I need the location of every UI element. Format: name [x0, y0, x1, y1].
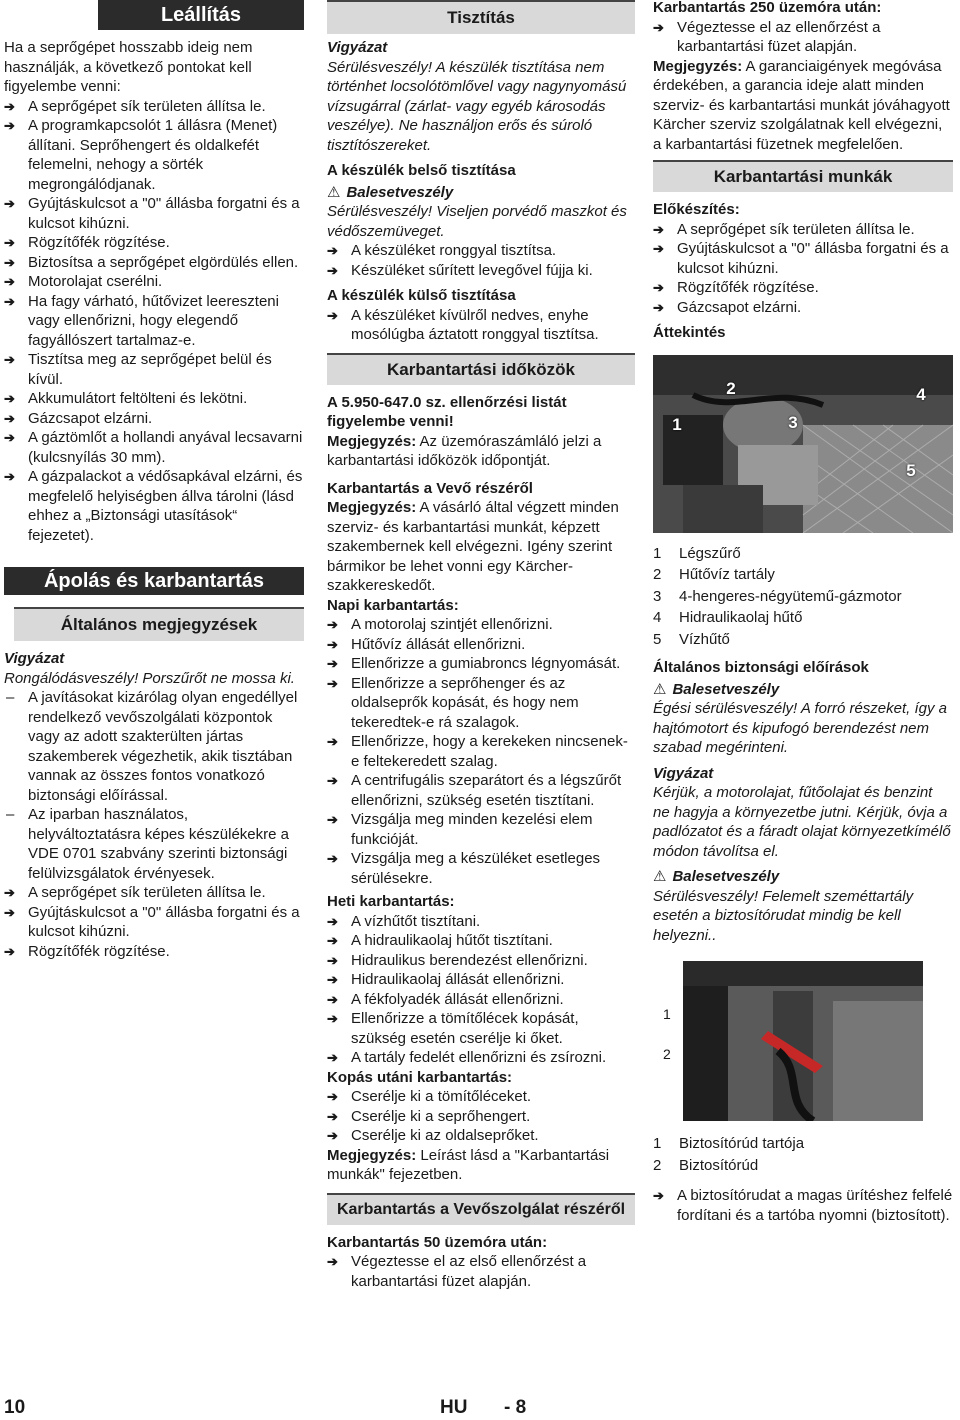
step-item-text: Akkumulátort feltölteni és lekötni.	[28, 390, 248, 407]
step-item-text: Gázcsapot elzárni.	[677, 298, 802, 316]
step-item	[4, 350, 304, 389]
step-item	[327, 674, 635, 733]
language-code: HU	[440, 1397, 468, 1418]
arrow-icon: ➔	[4, 98, 15, 114]
wear-steps	[327, 1087, 635, 1146]
step-item	[4, 883, 304, 903]
legend-item	[653, 607, 953, 629]
step-item	[327, 306, 635, 345]
column-middle	[327, 0, 635, 1291]
step-item-text: Hűtővíz állását ellenőrizni.	[351, 635, 526, 653]
section-title-maintenance-work: Karbantartási munkák	[653, 160, 953, 192]
arrow-icon: ➔	[4, 391, 15, 406]
arrow-icon: ➔	[653, 221, 664, 237]
arrow-icon: ➔	[327, 851, 338, 866]
step-item	[327, 931, 635, 951]
arrow-icon: ➔	[4, 943, 15, 959]
step-item-text: Vizsgálja meg minden kezelési elem funkcióját.	[351, 811, 593, 848]
callout-1: 1	[672, 414, 682, 434]
safety-rod-illustration	[683, 961, 923, 1121]
step-item-text: A seprőgépet sík területen állítsa le.	[28, 97, 266, 115]
legend-text: Hidraulikaolaj hűtő	[679, 609, 803, 626]
warning-icon: ⚠	[653, 680, 667, 698]
legend-number: 1	[653, 1135, 662, 1152]
step-item-text: A vízhűtőt tisztítani.	[351, 912, 481, 930]
note-item-text: A javításokat kizárólag olyan engedéllyel rendelkező vevőszolgálati központok vagy az adott szakterülten jártas szakemberek végezhetik, akik tisztában vannak az összes fontos vonatkozó biztonsági előírással.	[28, 689, 298, 804]
note-item	[4, 805, 304, 883]
callout-3: 3	[788, 412, 798, 432]
step-item-text: Gázcsapot elzárni.	[28, 409, 153, 427]
step-item	[4, 233, 304, 253]
arrow-icon: ➔	[327, 1050, 338, 1065]
danger-text-2: Sérülésveszély! Felemelt szeméttartály esetén a biztosítórudat mindig be kell helyezni..	[653, 887, 914, 944]
inner-cleaning-title: A készülék belső tisztítása	[327, 162, 516, 179]
safety-rod-steps	[653, 1186, 953, 1225]
danger-label-2: ⚠ Balesetveszély	[653, 868, 780, 885]
step-item-text: Hidraulikaolaj állását ellenőrizni.	[351, 971, 565, 988]
note-warranty: Megjegyzés: A garanciaigények megóvása érdekében, a garancia ideje alatt minden szerviz- és karbantartási munkát jóváhagyott Kärcher szerviz szolgálatnak kell elvégezni, a karbantartási füzetnek megfelelően.	[653, 57, 950, 153]
step-item	[327, 1009, 635, 1048]
care-steps	[4, 883, 304, 961]
step-item-text: Készüléket sűrített levegővel fújja ki.	[351, 261, 593, 279]
step-item-text: A készüléket ronggyal tisztítsa.	[351, 242, 557, 259]
step-item	[327, 1107, 635, 1127]
step-item	[327, 635, 635, 655]
arrow-icon: ➔	[4, 254, 15, 270]
engine-legend	[653, 543, 953, 651]
arrow-icon: ➔	[327, 307, 338, 323]
danger-label: ⚠ Balesetveszély	[327, 183, 454, 201]
legend-item	[653, 1155, 953, 1177]
step-item	[653, 18, 953, 57]
step-item-text: A készüléket kívülről nedves, enyhe mosólúgba áztatott ronggyal tisztítsa.	[351, 306, 599, 343]
rod-callout-1: 1	[663, 1006, 671, 1022]
caution-text: Rongálódásveszély! Porszűrőt ne mossa ki.	[4, 669, 295, 687]
arrow-icon: ➔	[4, 235, 15, 250]
step-item	[653, 278, 953, 298]
arrow-icon: ➔	[327, 1128, 338, 1143]
legend-text: Biztosítórúd tartója	[679, 1135, 805, 1152]
arrow-icon: ➔	[327, 734, 338, 749]
arrow-icon: ➔	[4, 293, 15, 309]
step-item-text: Cserélje ki az oldalseprőket.	[351, 1127, 539, 1144]
note-customer: Megjegyzés: A vásárló által végzett minden szerviz- és karbantartási munkát, képzett szakembernek kell elvégezni. Igény szerint bármikor be lehet vonni egy Kärcher-szakkereskedőt.	[327, 499, 619, 594]
arrow-icon: ➔	[327, 933, 338, 948]
arrow-icon: ➔	[653, 241, 664, 256]
arrow-icon: ➔	[327, 262, 338, 278]
step-item-text: Cserélje ki a tömítőléceket.	[351, 1088, 532, 1105]
section-title-intervals: Karbantartási időközök	[327, 353, 635, 385]
safety-rod-legend	[653, 1133, 953, 1176]
step-item	[327, 990, 635, 1010]
arrow-icon: ➔	[4, 430, 15, 445]
step-item	[327, 1048, 635, 1068]
inner-cleaning-steps	[327, 241, 635, 280]
note-item-text: Az iparban használatos, helyváltoztatásra képes készülékekre a VDE 0701 szabvány szerinti biztonsági felülvizsgálatok érvényesek.	[28, 806, 289, 882]
arrow-icon: ➔	[327, 1108, 338, 1124]
page-number-right: - 8	[504, 1397, 527, 1418]
note-description: Megjegyzés: Leírást lásd a "Karbantartási munkák" fejezetben.	[327, 1146, 610, 1183]
step-item-text: A seprőgépet sík területen állítsa le.	[677, 220, 915, 238]
safety-rod-photo	[683, 961, 923, 1121]
step-item-text: Hidraulikus berendezést ellenőrizni.	[351, 951, 588, 969]
intro-text: Ha a seprőgépet hosszabb ideig nem használják, a következő pontokat kell figyelembe venni:	[4, 39, 253, 95]
warning-icon: ⚠	[653, 868, 667, 885]
step-item-text: Cserélje ki a seprőhengert.	[351, 1107, 531, 1125]
caution-label: Vigyázat	[653, 764, 714, 782]
step-item	[327, 771, 635, 810]
arrow-icon: ➔	[653, 280, 664, 295]
step-item	[327, 810, 635, 849]
arrow-icon: ➔	[327, 243, 338, 258]
step-item	[4, 116, 304, 194]
legend-item	[653, 586, 953, 608]
caution-text: Kérjük, a motorolajat, fűtőolajat és benzint ne hagyja a környezetbe jutni. Kérjük, óvja a padlózatot és a fáradt olajat környezetkímélő módon távolítsa el.	[653, 784, 951, 860]
arrow-icon: ➔	[4, 196, 15, 211]
h50-steps	[327, 1252, 635, 1291]
step-item-text: Rögzítőfék rögzítése.	[28, 234, 170, 251]
danger-label: ⚠ Balesetveszély	[653, 680, 780, 698]
step-item-text: Gyújtáskulcsot a "0" állásba forgatni és a kulcsot kihúzni.	[28, 195, 300, 232]
step-item	[4, 97, 304, 117]
legend-number: 2	[653, 566, 662, 583]
step-item	[653, 239, 953, 278]
legend-number: 4	[653, 609, 662, 626]
arrow-icon: ➔	[653, 19, 664, 35]
wear-title: Kopás utáni karbantartás:	[327, 1068, 513, 1086]
legend-number: 1	[653, 544, 662, 562]
arrow-icon: ➔	[327, 1254, 338, 1269]
legend-number: 3	[653, 587, 662, 605]
arrow-icon: ➔	[327, 913, 338, 929]
daily-steps	[327, 615, 635, 888]
step-item-text: A gáztömlőt a hollandi anyával lecsavarni (kulcsnyílás 30 mm).	[28, 429, 303, 466]
callout-5: 5	[906, 460, 916, 480]
step-item	[327, 970, 635, 990]
step-item-text: Motorolajat cserélni.	[28, 273, 163, 290]
step-item	[327, 951, 635, 971]
step-item	[4, 253, 304, 273]
arrow-icon: ➔	[4, 885, 15, 900]
step-item	[327, 849, 635, 888]
legend-text: Légszűrő	[679, 544, 741, 562]
step-item	[327, 261, 635, 281]
step-item-text: A motorolaj szintjét ellenőrizni.	[351, 616, 553, 633]
danger-text: Égési sérülésveszély! A forró részeket, így a hajtómotort és kipufogó berendezést nem szabad megérinteni.	[653, 700, 948, 756]
arrow-icon: ➔	[327, 812, 338, 827]
arrow-icon: ➔	[4, 352, 15, 367]
step-item	[327, 1087, 635, 1107]
step-item-text: Biztosítsa a seprőgépet elgördülés ellen.	[28, 253, 299, 271]
step-item-text: Ellenőrizze a seprőhenger és az oldalseprők kopását, és hogy nem tekeredtek-e rá szalagok.	[351, 674, 579, 731]
prep-title: Előkészítés:	[653, 201, 740, 218]
h250-title: Karbantartás 250 üzemóra után:	[653, 0, 882, 16]
step-item-text: A seprőgépet sík területen állítsa le.	[28, 884, 266, 901]
engine-photo	[653, 355, 953, 533]
note-item	[4, 688, 304, 805]
legend-text: 4-hengeres-négyütemű-gázmotor	[679, 587, 902, 605]
step-item-text: Ha fagy várható, hűtővizet leereszteni vagy ellenőrizni, hogy elegendő fagyállószert tartalmaz-e.	[28, 292, 279, 349]
step-item	[327, 615, 635, 635]
caution-label: Vigyázat	[327, 39, 388, 56]
arrow-icon: ➔	[327, 656, 338, 671]
step-item	[653, 1186, 953, 1225]
legend-number: 2	[653, 1156, 662, 1174]
arrow-icon: ➔	[327, 1011, 338, 1026]
arrow-icon: ➔	[4, 469, 15, 484]
h250-steps	[653, 18, 953, 57]
shutdown-steps	[4, 97, 304, 546]
arrow-icon: ➔	[4, 410, 15, 426]
overview-title: Áttekintés	[653, 324, 726, 341]
step-item-text: A hidraulikaolaj hűtőt tisztítani.	[351, 932, 553, 949]
step-item-text: Rögzítőfék rögzítése.	[677, 279, 819, 296]
arrow-icon: ➔	[327, 636, 338, 652]
step-item	[653, 298, 953, 318]
warning-icon: ⚠	[327, 183, 341, 201]
weekly-steps	[327, 912, 635, 1068]
dash-marker: –	[6, 689, 15, 706]
step-item-text: Ellenőrizze, hogy a kerekeken nincsenek-e feltekeredett szalag.	[351, 733, 628, 770]
step-item-text: Ellenőrizze a tömítőlécek kopását, szükség esetén cserélje ki őket.	[351, 1010, 579, 1047]
legend-item	[653, 1133, 953, 1155]
arrow-icon: ➔	[327, 1089, 338, 1104]
section-title-service: Karbantartás a Vevőszolgálat részéről	[327, 1193, 635, 1225]
step-item	[4, 409, 304, 429]
arrow-icon: ➔	[327, 617, 338, 632]
step-item-text: Ellenőrizze a gumiabroncs légnyomását.	[351, 655, 621, 672]
step-item-text: A tartály fedelét ellenőrizni és zsírozni.	[351, 1049, 607, 1066]
callout-4: 4	[916, 384, 926, 404]
customer-maintenance-title: Karbantartás a Vevő részéről	[327, 479, 533, 497]
arrow-icon: ➔	[327, 972, 338, 987]
step-item	[4, 942, 304, 962]
subsection-general-notes: Általános megjegyzések	[14, 607, 304, 641]
outer-cleaning-steps	[327, 306, 635, 345]
legend-text: Vízhűtő	[679, 630, 730, 648]
legend-item	[653, 543, 953, 565]
outer-cleaning-title: A készülék külső tisztítása	[327, 287, 516, 304]
step-item-text: Gyújtáskulcsot a "0" állásba forgatni és a kulcsot kihúzni.	[28, 903, 300, 940]
dash-marker: –	[6, 806, 15, 823]
step-item-text: Gyújtáskulcsot a "0" állásba forgatni és a kulcsot kihúzni.	[677, 240, 949, 277]
arrow-icon: ➔	[327, 991, 338, 1007]
danger-text: Sérülésveszély! Viseljen porvédő maszkot és védőszemüveget.	[327, 203, 627, 240]
safety-rod-figure	[653, 961, 953, 1121]
arrow-icon: ➔	[327, 675, 338, 691]
arrow-icon: ➔	[4, 274, 15, 289]
step-item-text: A fékfolyadék állását ellenőrizni.	[351, 990, 564, 1008]
legend-text: Biztosítórúd	[679, 1156, 759, 1174]
step-item	[327, 912, 635, 932]
step-item	[653, 220, 953, 240]
arrow-icon: ➔	[4, 118, 15, 133]
step-item	[4, 389, 304, 409]
step-item-text: A gázpalackot a védősapkával elzárni, és megfelelő helyiségben állva tárolni (lásd ehhez a „Biztonsági utasítások“ fejezetet).	[28, 468, 303, 544]
general-notes-list	[4, 688, 304, 883]
legend-number: 5	[653, 630, 662, 648]
arrow-icon: ➔	[4, 904, 15, 920]
safety-title: Általános biztonsági előírások	[653, 659, 869, 676]
h50-title: Karbantartás 50 üzemóra után:	[327, 1233, 548, 1251]
step-item	[4, 194, 304, 233]
arrow-icon: ➔	[327, 952, 338, 968]
section-title-care: Ápolás és karbantartás	[4, 567, 304, 595]
step-item	[327, 1126, 635, 1146]
note-counter: Megjegyzés: Az üzemóraszámláló jelzi a karbantartási időközök időpontját.	[327, 432, 602, 469]
column-right	[653, 0, 953, 1225]
engine-illustration	[653, 355, 953, 533]
step-item-text: Rögzítőfék rögzítése.	[28, 942, 170, 960]
step-item-text: Tisztítsa meg az seprőgépet belül és kívül.	[28, 351, 272, 388]
callout-2: 2	[726, 378, 736, 398]
step-item-text: Végeztesse el az ellenőrzést a karbantartási füzet alapján.	[677, 18, 881, 55]
step-item-text: Végeztesse el az első ellenőrzést a karbantartási füzet alapján.	[351, 1253, 587, 1290]
daily-title: Napi karbantartás:	[327, 596, 459, 614]
step-item	[327, 732, 635, 771]
step-item	[327, 1252, 635, 1291]
page-number-left: 10	[4, 1397, 26, 1418]
step-item	[4, 428, 304, 467]
section-title-cleaning: Tisztítás	[327, 0, 635, 34]
legend-item	[653, 564, 953, 586]
step-item	[327, 241, 635, 261]
legend-text: Hűtővíz tartály	[679, 566, 775, 583]
arrow-icon: ➔	[327, 773, 338, 788]
step-item	[327, 654, 635, 674]
rod-callout-2: 2	[663, 1046, 671, 1062]
step-item	[4, 272, 304, 292]
section-title-shutdown: Leállítás	[98, 0, 304, 30]
step-item	[4, 467, 304, 545]
step-item-text: Vizsgálja meg a készüléket esetleges sérülésekre.	[351, 850, 601, 887]
caution-text: Sérülésveszély! A készülék tisztítása nem történhet locsolótömlővel vagy nagynyomású vízsugárral (zárlat- vagy egyéb károsodás veszélye). Ne használjon erős és súroló tisztítószereket.	[327, 58, 627, 154]
step-item	[4, 292, 304, 351]
prep-steps	[653, 220, 953, 318]
weekly-title: Heti karbantartás:	[327, 893, 455, 910]
step-item-text: A centrifugális szeparátort és a légszűrőt ellenőrizni, szükség esetén tisztítani.	[351, 772, 622, 809]
step-item-text: A programkapcsolót 1 állásra (Menet) állítani. Seprőhengert és oldalkefét felemelni, nehogy a sörték megrongálódjanak.	[28, 117, 278, 193]
arrow-icon: ➔	[653, 299, 664, 315]
legend-item	[653, 629, 953, 651]
step-item-text: A biztosítórudat a magas ürítéshez felfelé fordítani és a tartóba nyomni (biztosított).	[677, 1187, 953, 1224]
checklist-note: A 5.950-647.0 sz. ellenőrzési listát figyelembe venni!	[327, 393, 567, 430]
caution-label: Vigyázat	[4, 650, 65, 667]
column-left	[4, 0, 304, 961]
step-item	[4, 903, 304, 942]
arrow-icon: ➔	[653, 1188, 664, 1203]
